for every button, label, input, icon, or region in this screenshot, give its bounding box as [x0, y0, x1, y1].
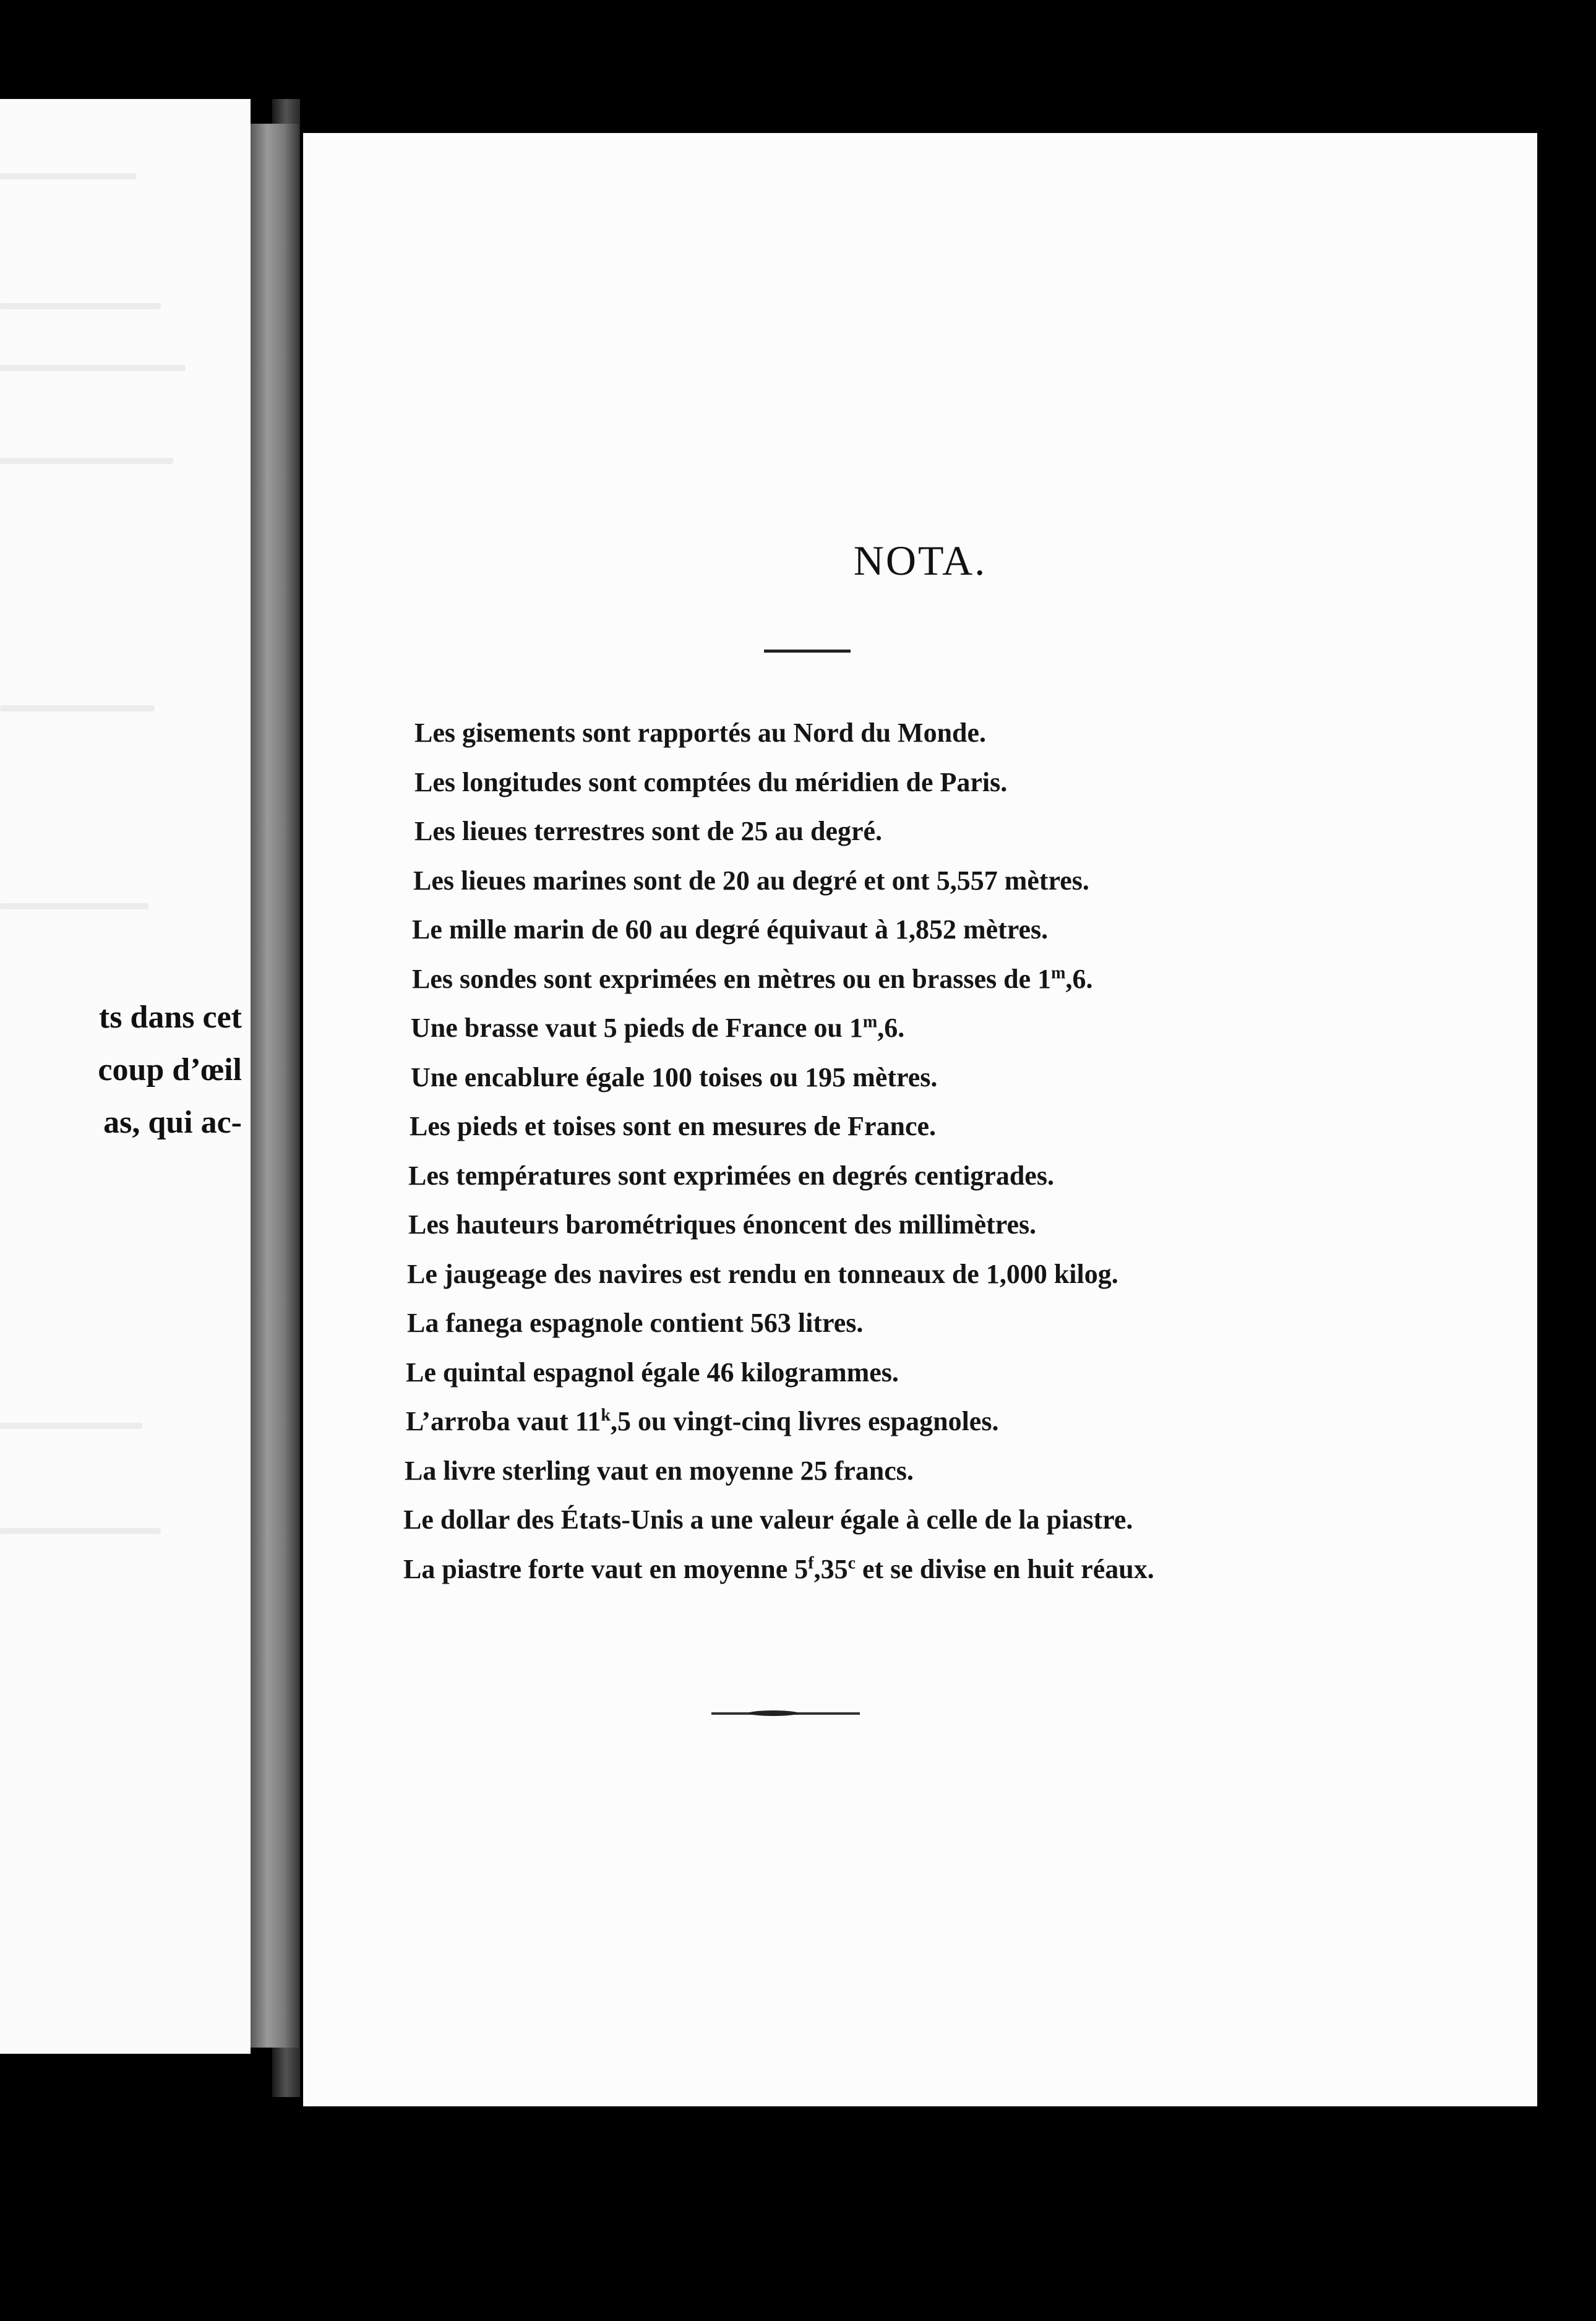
unit-superscript: k: [601, 1405, 611, 1425]
nota-list: [402, 708, 1516, 1594]
nota-line: [412, 955, 1516, 1004]
ghost-text: [0, 458, 173, 464]
nota-line: Les lieues terrestres sont de 25 au degré.: [414, 816, 883, 846]
nota-line: La livre sterling vaut en moyenne 25 francs.: [405, 1455, 914, 1486]
nota-line-text: L’arroba vaut 11: [406, 1406, 601, 1436]
ghost-text: [0, 1423, 142, 1429]
closing-ornament-rule: [711, 1712, 860, 1715]
page-title: NOTA.: [853, 537, 987, 584]
nota-line-text: ,6.: [877, 1013, 905, 1043]
nota-line-text: ,5 ou vingt-cinq livres espagnoles.: [610, 1406, 999, 1436]
nota-line: Les pieds et toises sont en mesures de France.: [410, 1111, 936, 1141]
nota-line-text: La piastre forte vaut en moyenne 5: [403, 1553, 809, 1584]
nota-line: Le dollar des États-Unis a une valeur égale à celle de la piastre.: [403, 1504, 1133, 1535]
title-rule: [764, 650, 851, 653]
nota-line: Les longitudes sont comptées du méridien de Paris.: [414, 766, 1008, 797]
previous-page-line: ts dans cet: [98, 1000, 242, 1035]
unit-superscript: f: [808, 1553, 814, 1572]
nota-line-text: Une brasse vaut 5 pieds de France ou 1: [411, 1013, 863, 1043]
nota-line: La fanega espagnole contient 563 litres.: [407, 1308, 864, 1338]
nota-line: Les lieues marines sont de 20 au degré et ont 5,557 mètres.: [413, 865, 1089, 896]
ghost-text: [0, 705, 155, 711]
nota-line: Les températures sont exprimées en degrés centigrades.: [408, 1160, 1054, 1191]
ghost-text: [0, 303, 161, 309]
ghost-text: [0, 365, 186, 371]
ghost-text: [0, 1528, 161, 1534]
previous-page-line: coup d’œil: [98, 1052, 242, 1088]
previous-page-line: as, qui ac-: [103, 1105, 242, 1140]
nota-line: Le mille marin de 60 au degré équivaut à 1,852 mètres.: [412, 914, 1049, 945]
unit-superscript: m: [1051, 963, 1066, 982]
nota-line: [411, 1003, 1516, 1053]
nota-page: [303, 133, 1537, 2106]
nota-line-text: ,6.: [1065, 963, 1093, 994]
unit-superscript: c: [847, 1553, 856, 1572]
nota-line: Le quintal espagnol égale 46 kilogrammes.: [406, 1357, 899, 1388]
nota-line: Le jaugeage des navires est rendu en tonneaux de 1,000 kilog.: [407, 1258, 1118, 1289]
ghost-text: [0, 903, 148, 909]
nota-line: Une encablure égale 100 toises ou 195 mètres.: [411, 1062, 938, 1092]
nota-line: Les hauteurs barométriques énoncent des millimètres.: [408, 1209, 1037, 1240]
nota-line-text: ,35: [813, 1553, 848, 1584]
previous-page: [0, 99, 251, 2054]
book-gutter: [251, 124, 299, 2048]
nota-line-text: Les sondes sont exprimées en mètres ou en brasses de 1: [412, 963, 1052, 994]
ghost-text: [0, 173, 136, 179]
nota-line: Les gisements sont rapportés au Nord du Monde.: [414, 718, 987, 748]
nota-line-text: et se divise en huit réaux.: [856, 1553, 1154, 1584]
unit-superscript: m: [862, 1012, 878, 1032]
nota-line: [403, 1545, 1516, 1594]
nota-line: [406, 1397, 1516, 1446]
